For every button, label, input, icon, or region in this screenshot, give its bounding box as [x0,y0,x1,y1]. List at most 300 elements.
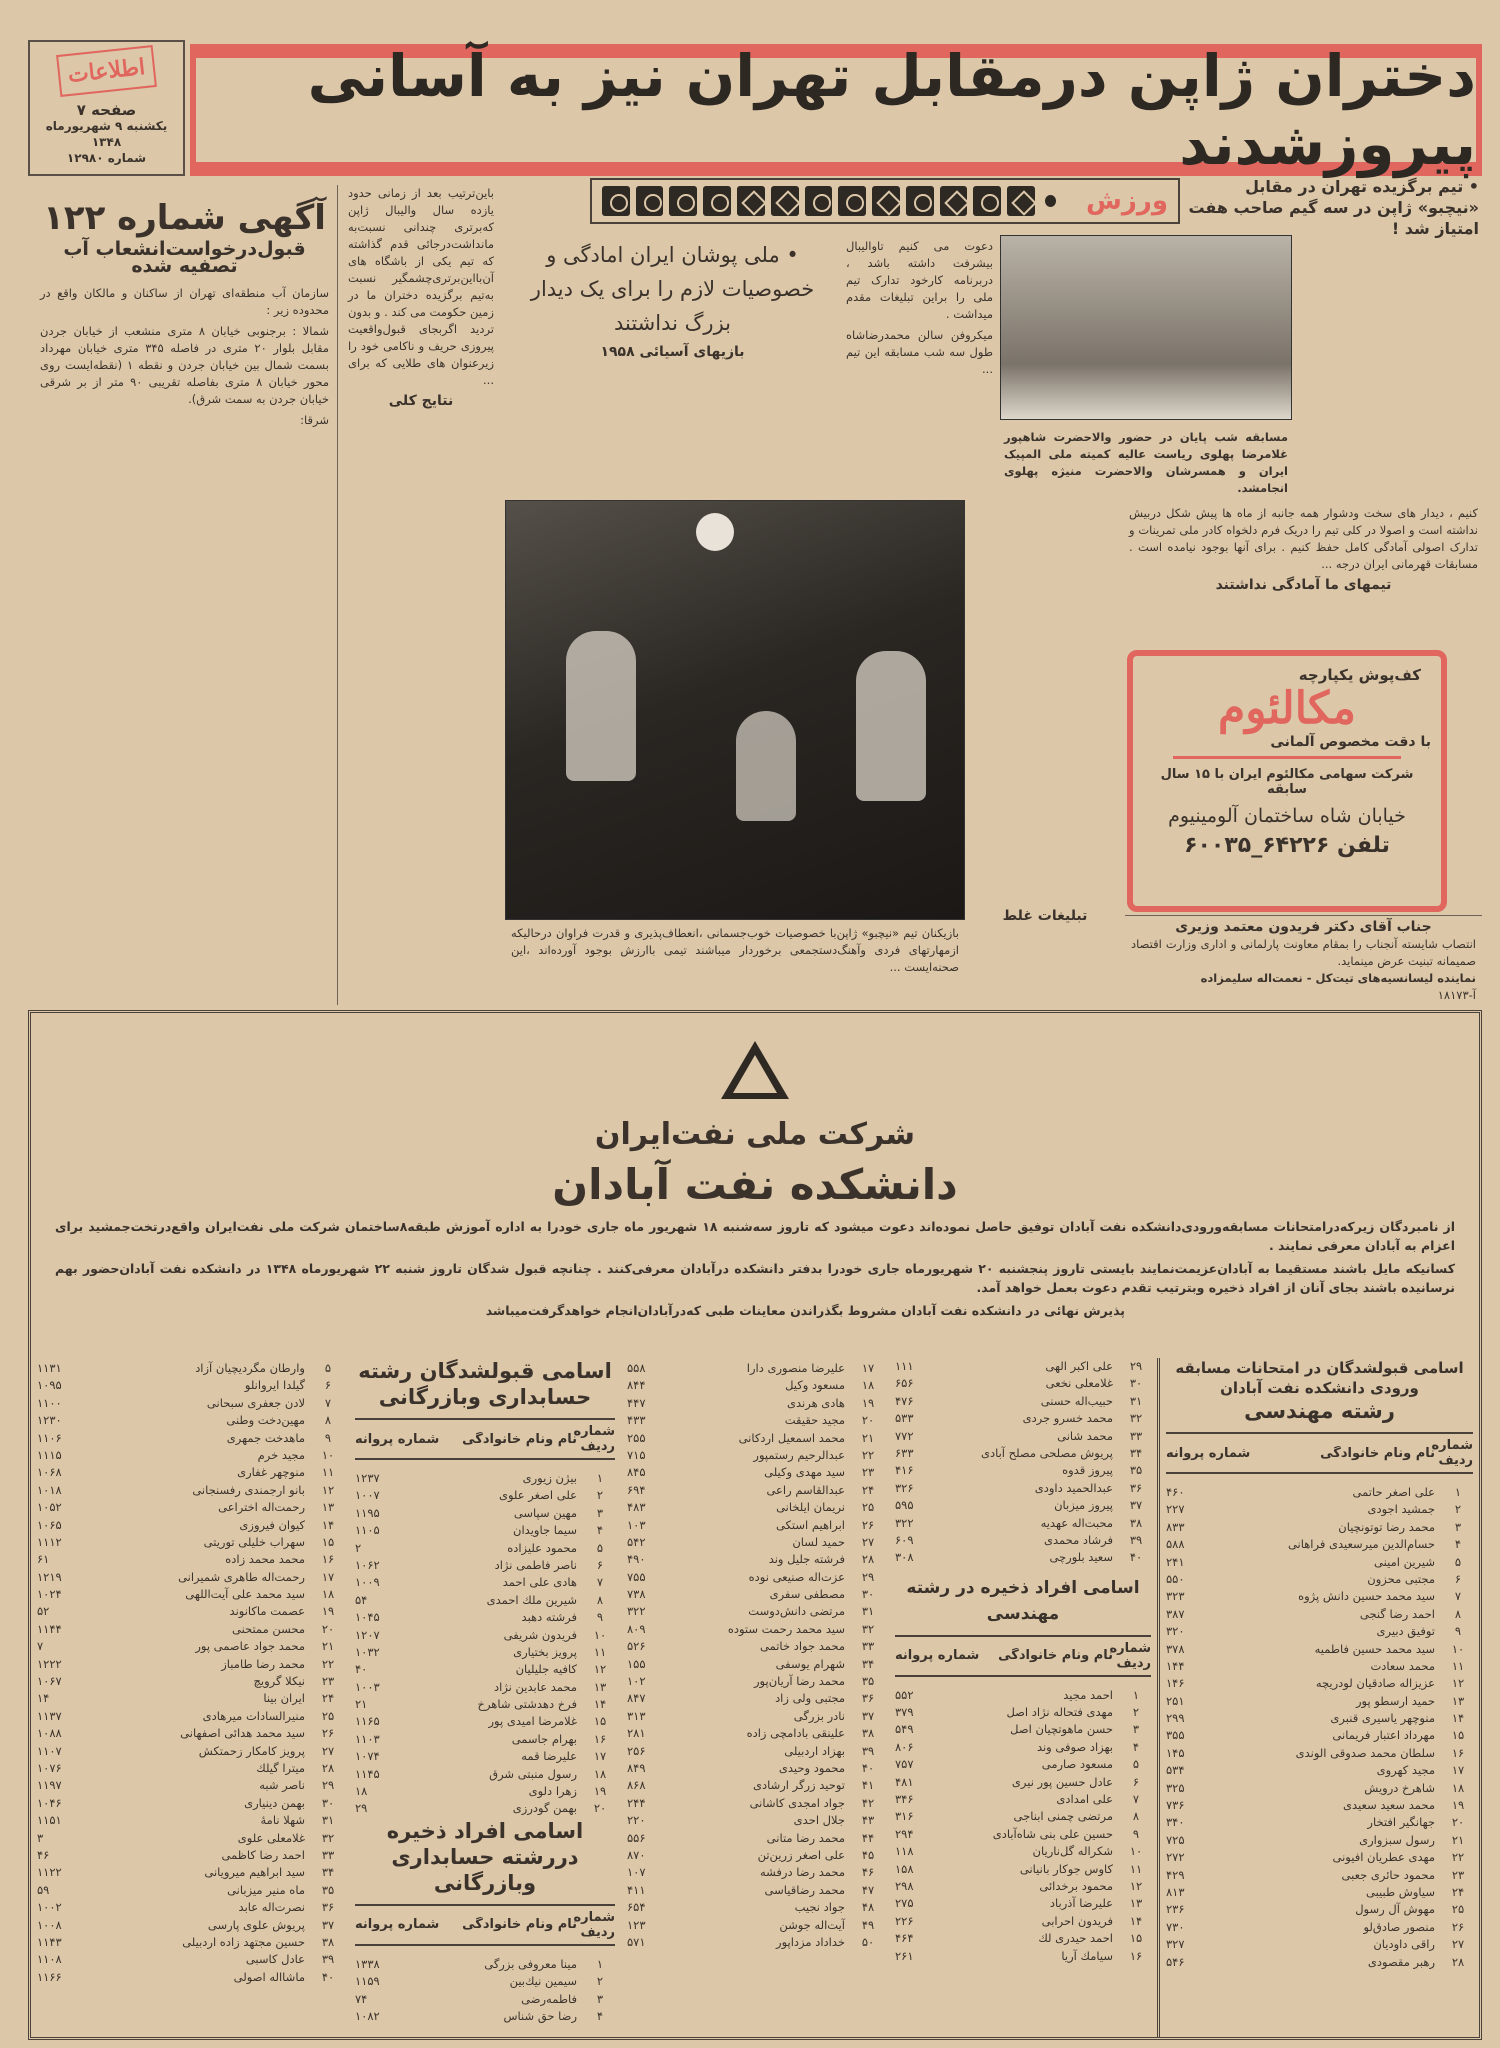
photo-caption: بازیکنان تیم «نیچبو» ژاپن‌با خصوصیات خوب‌جسمانی ،انعطاف‌پذیری و قدرت فراوان درحالیکه ازمهارتهای فردی وآهنگ‌دستجمعی برخوردار میباشند تیمی باارزش بوجود آورده‌اند ،این صحنه‌ایست ... [511,926,959,974]
person-name: فریدون شریفی [503,1627,577,1642]
licence-number: ۱۰۶۸ [37,1465,62,1480]
row-number: ۷ [1132,1792,1140,1807]
person-name: بانو ارجمندی رفسنجانی [192,1482,305,1497]
row-number: ۳۳ [1129,1428,1143,1443]
results-lists [31,1358,1479,2037]
row-number: ۲۹ [1129,1359,1143,1373]
person-name: کافیه جلیلیان [515,1662,577,1677]
row-number: ۱ [596,1956,604,1971]
row-number: ۳۰ [861,1587,875,1602]
row-number: ۲۰ [321,1621,335,1636]
person-name: رحمت‌اله طاهری شمیرانی [178,1569,305,1584]
row-number: ۱۶ [1129,1948,1143,1963]
header-row-no: شماره ردیف [573,1424,615,1454]
row-number: ۴۵ [861,1847,875,1862]
subhead: تبلیغات غلط [1002,908,1088,924]
row-number: ۱۳ [321,1500,335,1515]
table-row [627,1725,883,1742]
person-name: سید محمد حسین فاطمیه [1314,1641,1435,1656]
cycling-icon [602,186,630,216]
table-row [37,1586,343,1603]
table-row [627,1638,883,1655]
side-headline: • تیم برگزیده تهران در مقابل «نیچبو» ژاپن در سه گیم صاحب هفت امتیاز شد ! [1188,177,1479,238]
licence-number: ۵۳۴ [1166,1763,1185,1778]
table-row [37,1621,343,1638]
table-row [627,1464,883,1481]
person-name: شهلا نامهٔ [260,1813,305,1828]
licence-number: ۱۱۱۲ [37,1534,62,1549]
licence-number: ۱۱۰۶ [37,1430,62,1445]
row-number: ۳ [596,1991,604,2006]
table-row [1166,1814,1473,1831]
person-name: بیژن زیوری [522,1471,577,1485]
person-name: توحید زرگر ارشادی [752,1778,845,1793]
person-name: مجتبی ولی زاد [775,1691,845,1706]
row-number: ۱۰ [1129,1844,1143,1859]
person-name: کاوس جوکار بانیانی [1019,1861,1113,1876]
row-number: ۴۰ [1129,1550,1143,1565]
person-name: علی امدادی [1056,1792,1113,1807]
header-name: نام ونام خانوادگی [1320,1445,1435,1461]
person-name: محمد رضا درفشه [760,1865,845,1880]
skiing-icon [872,186,900,216]
person-name: محمد رضا طامباز [221,1656,305,1671]
row-number: ۱۶ [321,1552,335,1567]
table-row [1166,1727,1473,1744]
licence-number: ۲۷۵ [895,1896,914,1911]
person-name: محمد اسمعیل اردکانی [738,1430,845,1445]
person-name: رسول سبزواری [1359,1832,1435,1847]
row-number: ۳۷ [1129,1498,1143,1513]
table-row [355,1574,615,1591]
table-row [627,1377,883,1394]
licence-number: ۱۰۲ [627,1674,646,1689]
licence-number: ۳۰۸ [895,1550,914,1565]
person-name: پریوش علوی پارسی [207,1917,305,1932]
licence-number: ۱۰۸۲ [355,2008,380,2023]
ad-phone: تلفن ۶۴۲۲۶_۶۰۰۳۵ [1184,833,1390,858]
row-number: ۸ [324,1413,332,1428]
subhead: نتایج کلی [388,393,454,409]
table-row [1166,1884,1473,1901]
person-name: محمد جواد عاصمی پور [195,1639,305,1654]
sports-section-banner [590,178,1180,224]
person-name: محمد رضا توتونچیان [1338,1519,1435,1534]
person-name: فاطمه‌رضی [521,1991,577,2006]
table-row [627,1812,883,1829]
row-number: ۳۵ [321,1882,335,1897]
person-name: علیرضا قمه [521,1749,577,1764]
person-name: عبدالرحیم رستمپور [753,1447,845,1462]
header-row-no: شماره ردیف [573,1909,615,1940]
congratulation-notice [1125,915,1482,1005]
licence-number: ۱۴۵ [1166,1745,1185,1760]
school-title: دانشکده نفت آبادان [552,1160,958,1209]
article-text: دعوت می کنیم تاوالیبال بیشرفت داشته باشد ، دربرنامه کارخود تدارک تیم ملی را براین تبلیغات مقدم میداشت . [846,239,993,321]
header-licence: شماره پروانه [895,1648,980,1664]
person-name: محمد رضا آریان‌پور [754,1674,845,1689]
table-row [1166,1606,1473,1623]
person-name: محمود وحیدی [778,1760,845,1775]
table-row [1166,1658,1473,1675]
row-number: ۲۶ [861,1517,875,1532]
row-number: ۵۰ [861,1934,875,1949]
licence-number: ۲۹۹ [1166,1711,1185,1726]
person-name: عزیزاله صادقیان لودریچه [1315,1676,1435,1691]
licence-number: ۱۲۳۰ [37,1413,62,1428]
licence-number: ۵۴۶ [1166,1954,1185,1969]
table-row [37,1430,343,1447]
nioc-logo [31,1041,1479,1099]
person-name: مهدی عطریان افیونی [1332,1850,1435,1865]
table-row [627,1656,883,1673]
licence-number: ۱۰۹۵ [37,1378,62,1393]
licence-number: ۷۲۵ [1166,1832,1185,1847]
row-number: ۳۰ [321,1795,335,1810]
licence-number: ۱۴۴ [1166,1658,1185,1673]
licence-number: ۱۱۰۵ [355,1523,380,1538]
row-number: ۶ [1454,1571,1462,1586]
licence-number: ۱۰۵۲ [37,1500,62,1515]
row-number: ۸ [1132,1809,1140,1824]
table-row [355,1557,615,1574]
licence-number: ۱۰۲۴ [37,1587,62,1602]
ad-company: شرکت سهامی مکالئوم ایران با ۱۵ سال سابقه [1160,767,1414,797]
licence-number: ۸۴۹ [627,1760,646,1775]
notice-title: آگهی شماره ۱۲۲ [43,198,326,238]
row-number: ۹ [324,1430,332,1445]
licence-number: ۱۱۴۳ [37,1934,62,1949]
row-number: ۱۱ [1451,1658,1465,1673]
table-row [895,1756,1151,1773]
article-text: میکروفن سالن محمدرضاشاه طول سه شب مسابقه این تیم ... [846,328,993,376]
row-number: ۱۸ [593,1766,607,1781]
table-row [1166,1936,1473,1953]
person-name: عادل حسین پور نیری [1011,1774,1113,1789]
table-row [355,2008,615,2025]
table-row [37,1447,343,1464]
person-name: حسام‌الدین میرسعیدی فراهانی [1287,1537,1435,1552]
table-row [1166,1588,1473,1605]
table-row [1166,1832,1473,1849]
person-name: سیمین نیك‌بین [509,1974,577,1989]
row-number: ۱۷ [1451,1763,1465,1778]
person-name: شهرام یوسفی [775,1656,845,1671]
person-name: بهزاد صوفی وند [1036,1739,1113,1754]
row-number: ۲۴ [321,1691,335,1706]
row-number: ۳۶ [861,1691,875,1706]
newspaper-logo: اطلاعات [56,45,157,97]
licence-number: ۱۱۰۰ [37,1395,62,1410]
row-number: ۲ [1454,1502,1462,1517]
company-title: شرکت ملی نفت‌ایران [594,1117,916,1152]
row-number: ۳۲ [1129,1411,1143,1426]
table-row [37,1760,343,1777]
row-number: ۹ [596,1610,604,1625]
list-title: اسامی افراد ذخیره در رشته مهندسی [906,1577,1140,1624]
row-number: ۳ [1132,1722,1140,1737]
table-row [37,1708,343,1725]
person-name: ماهدخت جمهری [226,1430,305,1445]
row-number: ۴۶ [861,1865,875,1880]
licence-number: ۱۸ [355,1784,368,1799]
table-row [355,1783,615,1800]
person-name: حمید لسان [792,1534,845,1549]
person-name: محمد شانی [1057,1428,1113,1443]
licence-number: ۱۱۳۷ [37,1708,62,1723]
person-name: سید ابراهیم میرویانی [204,1865,305,1880]
licence-number: ۲۲۰ [627,1813,646,1828]
person-name: حسین مجتهد زاده اردبیلی [182,1934,305,1949]
person-name: نصرت‌اله عابد [238,1900,305,1915]
row-number: ۳۶ [1129,1480,1143,1495]
row-number: ۳۵ [861,1674,875,1689]
row-number: ۱۶ [1451,1745,1465,1760]
person-name: سیاوش طبیبی [1365,1884,1435,1899]
row-number: ۱۹ [593,1784,607,1799]
licence-number: ۳۴۶ [895,1792,914,1807]
table-row [1166,1519,1473,1536]
table-row [1166,1501,1473,1518]
row-number: ۲۴ [1451,1884,1465,1899]
licence-number: ۲۸۱ [627,1726,646,1741]
licence-number: ۱۰۴۶ [37,1795,62,1810]
person-name: گیلدا ایروانلو [244,1378,305,1393]
table-row [627,1795,883,1812]
person-name: احمد مجید [1063,1687,1113,1702]
row-number: ۲۱ [1451,1832,1465,1847]
row-number: ۳۱ [1129,1393,1143,1408]
section-label: ورزش [1086,186,1168,216]
issue-number: شماره ۱۲۹۸۰ [66,151,147,165]
table-row [895,1393,1151,1410]
row-number: ۳۹ [1129,1532,1143,1547]
row-number: ۷ [596,1575,604,1590]
licence-number: ۶۰۹ [895,1532,914,1547]
person-name: عزت‌اله صنیعی نوده [748,1569,845,1584]
table-row [37,1899,343,1916]
table-row [1166,1762,1473,1779]
table-row [627,1917,883,1934]
row-number: ۴۸ [861,1900,875,1915]
licence-number: ۴۹۰ [627,1552,646,1567]
row-number: ۱ [596,1471,604,1485]
table-row [1166,1849,1473,1866]
photo-caption: مسابقه شب پایان در حضور والاحضرت شاهپور غلامرضا پهلوی ریاست عالیه کمیته ملی المپیک ایران و همسرشان والاحضرت منیژه پهلوی انجامشد. [1004,430,1288,495]
basketball-icon [703,186,731,216]
running-icon [906,186,934,216]
header-name: نام ونام خانوادگی [998,1648,1113,1664]
person-name: بهمن گودرزی [512,1801,577,1816]
row-number: ۹ [1454,1624,1462,1639]
licence-number: ۵۹۵ [895,1498,914,1513]
licence-number: ۸۱۳ [1166,1884,1185,1899]
diving-icon [636,186,664,216]
person-name: محمد خسرو جردی [1022,1411,1113,1426]
person-name: جلال احدی [793,1813,845,1828]
article-column [505,340,840,495]
licence-number: ۷ [37,1639,44,1654]
rowing-icon [973,186,1001,216]
table-row [37,1725,343,1742]
table-row [627,1482,883,1499]
table-row [355,1800,615,1817]
person-name: رهبر مقصودی [1367,1954,1435,1969]
row-number: ۳۳ [861,1639,875,1654]
table-row [627,1899,883,1916]
person-name: ناصر شبه [259,1778,305,1793]
person-name: سید محمد حسین دانش پژوه [1298,1589,1435,1604]
licence-number: ۵۷۱ [627,1934,646,1949]
person-name: لادن جعفری سبحانی [206,1395,305,1410]
licence-number: ۲۹۴ [895,1826,914,1841]
licence-number: ۴۶۴ [895,1931,914,1946]
licence-number: ۱۰۸۸ [37,1726,62,1741]
ad-address: خیابان شاه ساختمان آلومینیوم [1168,805,1406,827]
oil-company-advertisement [28,1010,1482,2040]
person-name: شکراله گل‌ناریان [1032,1844,1113,1859]
person-name: بهمن دینیاری [244,1795,305,1810]
licence-number: ۲۵۶ [627,1743,646,1758]
row-number: ۱۸ [1451,1780,1465,1795]
table-row [37,1534,343,1551]
person-name: مرتضی دانش‌دوست [748,1604,845,1619]
licence-number: ۴۰ [355,1662,368,1677]
trophy-icon [737,186,765,216]
subhead: تیمهای ما آمادگی نداشتند [1215,577,1392,593]
row-number: ۵ [1454,1554,1462,1569]
licence-number: ۱۱۲۲ [37,1865,62,1880]
table-row [627,1551,883,1568]
person-name: هادی علی احمد [502,1575,577,1590]
row-number: ۱۴ [321,1517,335,1532]
table-header [895,1635,1151,1677]
licence-number: ۴۶ [37,1847,50,1862]
licence-number: ۵۴۹ [895,1722,914,1737]
row-number: ۲۲ [1451,1850,1465,1865]
row-number: ۲۱ [321,1639,335,1654]
person-name: جواد نجیب [794,1900,845,1915]
person-name: محبت‌اله عهدیه [1040,1515,1113,1530]
licence-number: ۱۱۶۵ [355,1714,380,1729]
licence-number: ۱۲۳۷ [355,1471,380,1485]
swimming-icon [838,186,866,216]
person-name: محمود برخدائی [1039,1878,1113,1893]
table-row [895,1878,1151,1895]
row-number: ۲۹ [321,1778,335,1793]
table-row [627,1447,883,1464]
article-column [970,508,1120,1003]
table-row [895,1410,1151,1427]
person-name: محسن ممتحنی [231,1621,305,1636]
licence-number: ۷۷۲ [895,1428,914,1443]
table-row [355,1766,615,1783]
row-number: ۵ [1132,1757,1140,1772]
person-name: شاهرخ درویش [1364,1780,1435,1795]
person-name: فریدون احرابی [1041,1913,1113,1928]
row-number: ۲۵ [861,1500,875,1515]
row-number: ۱۰ [321,1447,335,1462]
row-number: ۴۹ [861,1917,875,1932]
licence-number: ۸۰۹ [627,1621,646,1636]
table-row [37,1882,343,1899]
licence-number: ۳۱۳ [627,1708,646,1723]
table-header [355,1904,615,1946]
row-number: ۳۵ [1129,1463,1143,1478]
person-name: پرویز بختیاری [513,1644,577,1659]
licence-number: ۱۰۷۶ [37,1760,62,1775]
licence-number: ۳۷۸ [1166,1641,1185,1656]
row-number: ۲۷ [321,1743,335,1758]
table-row [895,1791,1151,1808]
page-number: صفحه ۷ [76,101,137,119]
row-number: ۱۱ [321,1465,335,1480]
licence-number: ۱۱۴۴ [37,1621,62,1636]
table-row [895,1826,1151,1843]
licence-number: ۱۱۰۷ [37,1743,62,1758]
row-number: ۸ [596,1592,604,1607]
table-row [1166,1745,1473,1762]
row-number: ۱۳ [593,1679,607,1694]
person-name: محمد جواد خاتمی [760,1639,845,1654]
table-row [37,1517,343,1534]
person-name: سهراب خلیلی توریتی [203,1534,305,1549]
row-number: ۱۵ [1451,1728,1465,1743]
table-row [37,1569,343,1586]
licence-number: ۳۱۶ [895,1809,914,1824]
subhead: بازیهای آسیائی ۱۹۵۸ [600,344,745,360]
row-number: ۱۴ [1451,1711,1465,1726]
licence-number: ۱۱۶۶ [37,1969,62,1984]
row-number: ۴۴ [861,1830,875,1845]
table-row [627,1430,883,1447]
table-row [355,1522,615,1539]
table-row [627,1830,883,1847]
licence-number: ۷۴ [355,1991,368,2006]
table-row [355,1644,615,1661]
table-row [627,1395,883,1412]
row-number: ۲۲ [861,1447,875,1462]
licence-number: ۲۱ [355,1697,368,1712]
row-number: ۱ [1132,1687,1140,1702]
person-name: منیرالسادات میرهادی [202,1708,305,1723]
row-number: ۲۶ [1451,1919,1465,1934]
licence-number: ۲۵۵ [627,1430,646,1445]
row-number: ۱۶ [593,1731,607,1746]
person-name: خداداد مزداپور [776,1934,845,1949]
table-row [1166,1693,1473,1710]
licence-number: ۱۳۳۸ [355,1956,380,1971]
table-row [355,1470,615,1487]
table-row [895,1480,1151,1497]
licence-number: ۱۲۰۷ [355,1627,380,1642]
licence-number: ۱۵۸ [895,1861,914,1876]
list-title: اسامی افراد ذخیره دررشته حسابداری وبازرگانی [386,1818,584,1895]
person-name: مسعود وکیل [785,1378,845,1393]
ball-icon [696,513,734,551]
gymnastics-icon [669,186,697,216]
person-name: مهرداد اعتبار فریمانی [1332,1728,1435,1743]
licence-number: ۵۸۸ [1166,1537,1185,1552]
person-name: فرخ دهدشتی شاهرخ [477,1697,577,1712]
table-row [895,1843,1151,1860]
table-row [355,1661,615,1678]
ad-tagline: کف‌پوش یکپارچه [1298,666,1421,684]
volleyball-icon [805,186,833,216]
table-row [37,1951,343,1968]
table-row [895,1739,1151,1756]
row-number: ۲ [596,1488,604,1503]
